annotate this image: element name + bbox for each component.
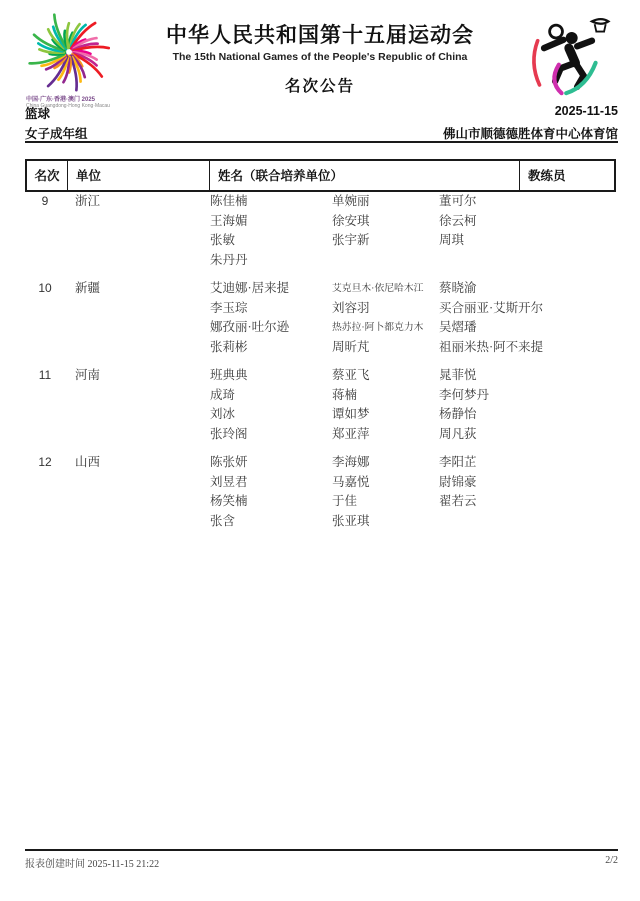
emblem-caption-en: China Guangdong·Hong Kong·Macau xyxy=(26,103,110,109)
games-title-en: The 15th National Games of the People's Republic of China xyxy=(172,51,468,63)
venue-label: 佛山市顺德德胜体育中心体育馆 xyxy=(442,127,618,141)
athlete-name: 班典典 xyxy=(210,368,248,382)
footer xyxy=(25,855,618,870)
group-label: 女子成年组 xyxy=(25,127,88,141)
unit-cell: 新疆 xyxy=(75,281,101,295)
table-row xyxy=(25,187,616,270)
report-created-time: 报表创建时间 2025-11-15 21:22 xyxy=(25,859,160,870)
athlete-name: 李玉琮 xyxy=(210,300,248,315)
athlete-name: 尉锦豪 xyxy=(439,474,477,489)
athlete-name: 蔡亚飞 xyxy=(332,368,370,382)
athlete-name: 李阳芷 xyxy=(439,455,477,469)
games-emblem-icon xyxy=(28,12,110,96)
athlete-name: 李何梦丹 xyxy=(439,387,490,402)
names-grid xyxy=(207,192,616,270)
sport-label: 篮球 xyxy=(25,107,51,121)
emblem-caption-cn: 中国·广东·香港·澳门 2025 xyxy=(26,97,96,103)
table-row xyxy=(25,448,616,531)
rank-cell: 12 xyxy=(38,455,52,469)
basketball-pictogram-icon xyxy=(522,10,614,100)
athlete-name: 郑亚萍 xyxy=(332,426,370,441)
date-label: 2025-11-15 xyxy=(554,104,618,118)
games-title-cn: 中华人民共和国第十五届运动会 xyxy=(166,24,474,47)
athlete-name: 李海娜 xyxy=(332,455,370,469)
athlete-name: 陈张妍 xyxy=(210,455,248,469)
athlete-name: 翟若云 xyxy=(439,494,477,508)
athlete-name: 单婉丽 xyxy=(332,194,370,208)
athlete-name: 刘昱君 xyxy=(210,474,248,489)
athlete-name: 蔡晓渝 xyxy=(439,281,477,295)
athlete-name: 晁菲悦 xyxy=(439,368,477,382)
col-header-names: 姓名（联合培养单位） xyxy=(209,161,519,190)
athlete-name: 张莉彬 xyxy=(210,339,248,354)
empty-name-cell xyxy=(436,512,616,532)
title-block xyxy=(120,24,520,96)
col-header-rank: 名次 xyxy=(34,169,60,183)
athlete-name: 吴熠璠 xyxy=(439,320,477,334)
rank-cell: 9 xyxy=(41,194,49,208)
header-divider xyxy=(25,141,618,143)
athlete-name: 朱丹丹 xyxy=(210,252,248,267)
athlete-name: 马嘉悦 xyxy=(332,474,370,489)
col-header-coach: 教练员 xyxy=(519,161,614,190)
athlete-name: 艾迪娜·居来提 xyxy=(210,281,290,295)
athlete-name: 杨笑楠 xyxy=(210,494,248,508)
athlete-name: 徐安琪 xyxy=(332,213,370,228)
footer-divider xyxy=(25,849,618,851)
unit-cell: 河南 xyxy=(75,368,101,382)
athlete-name: 热苏拉·阿卜都克力木 xyxy=(332,322,424,333)
athlete-name: 于佳 xyxy=(332,494,358,508)
col-header-unit: 单位 xyxy=(67,161,209,190)
rank-cell: 10 xyxy=(38,281,52,295)
unit-cell: 山西 xyxy=(75,455,101,469)
empty-name-cell xyxy=(329,251,436,271)
document-title: 名次公告 xyxy=(284,78,355,95)
rank-cell: 11 xyxy=(38,368,52,382)
athlete-name: 艾克旦木·依尼哈木江 xyxy=(332,283,424,294)
athlete-name: 张敏 xyxy=(210,233,236,247)
page-number: 2/2 xyxy=(605,855,618,866)
athlete-name: 徐云柯 xyxy=(439,213,477,228)
athlete-name: 王海媚 xyxy=(210,213,248,228)
athlete-name: 周昕芃 xyxy=(332,339,370,354)
table-row xyxy=(25,274,616,357)
names-grid xyxy=(207,279,616,357)
meta-row-1 xyxy=(25,104,618,122)
athlete-name: 刘冰 xyxy=(210,407,236,421)
athlete-name: 祖丽米热·阿不来提 xyxy=(439,339,544,354)
names-grid xyxy=(207,453,616,531)
athlete-name: 娜孜丽·吐尔逊 xyxy=(210,320,290,334)
games-emblem-svg xyxy=(28,12,110,96)
names-grid xyxy=(207,366,616,444)
athlete-name: 周凡荻 xyxy=(439,426,477,441)
results-body xyxy=(25,187,616,535)
table-row xyxy=(25,361,616,444)
athlete-name: 谭如梦 xyxy=(332,407,370,421)
athlete-name: 张亚琪 xyxy=(332,513,370,528)
empty-name-cell xyxy=(436,251,616,271)
athlete-name: 买合丽亚·艾斯开尔 xyxy=(439,300,544,315)
unit-cell: 浙江 xyxy=(75,194,101,208)
meta-row-2 xyxy=(25,124,618,142)
athlete-name: 杨静怡 xyxy=(439,407,477,421)
athlete-name: 张含 xyxy=(210,513,236,528)
athlete-name: 刘容羽 xyxy=(332,300,370,315)
athlete-name: 周琪 xyxy=(439,233,465,247)
athlete-name: 成琦 xyxy=(210,387,236,402)
athlete-name: 张玲阁 xyxy=(210,426,248,441)
athlete-name: 董可尔 xyxy=(439,194,477,208)
athlete-name: 蒋楠 xyxy=(332,387,358,402)
athlete-name: 张宇新 xyxy=(332,233,370,247)
athlete-name: 陈佳楠 xyxy=(210,194,248,208)
